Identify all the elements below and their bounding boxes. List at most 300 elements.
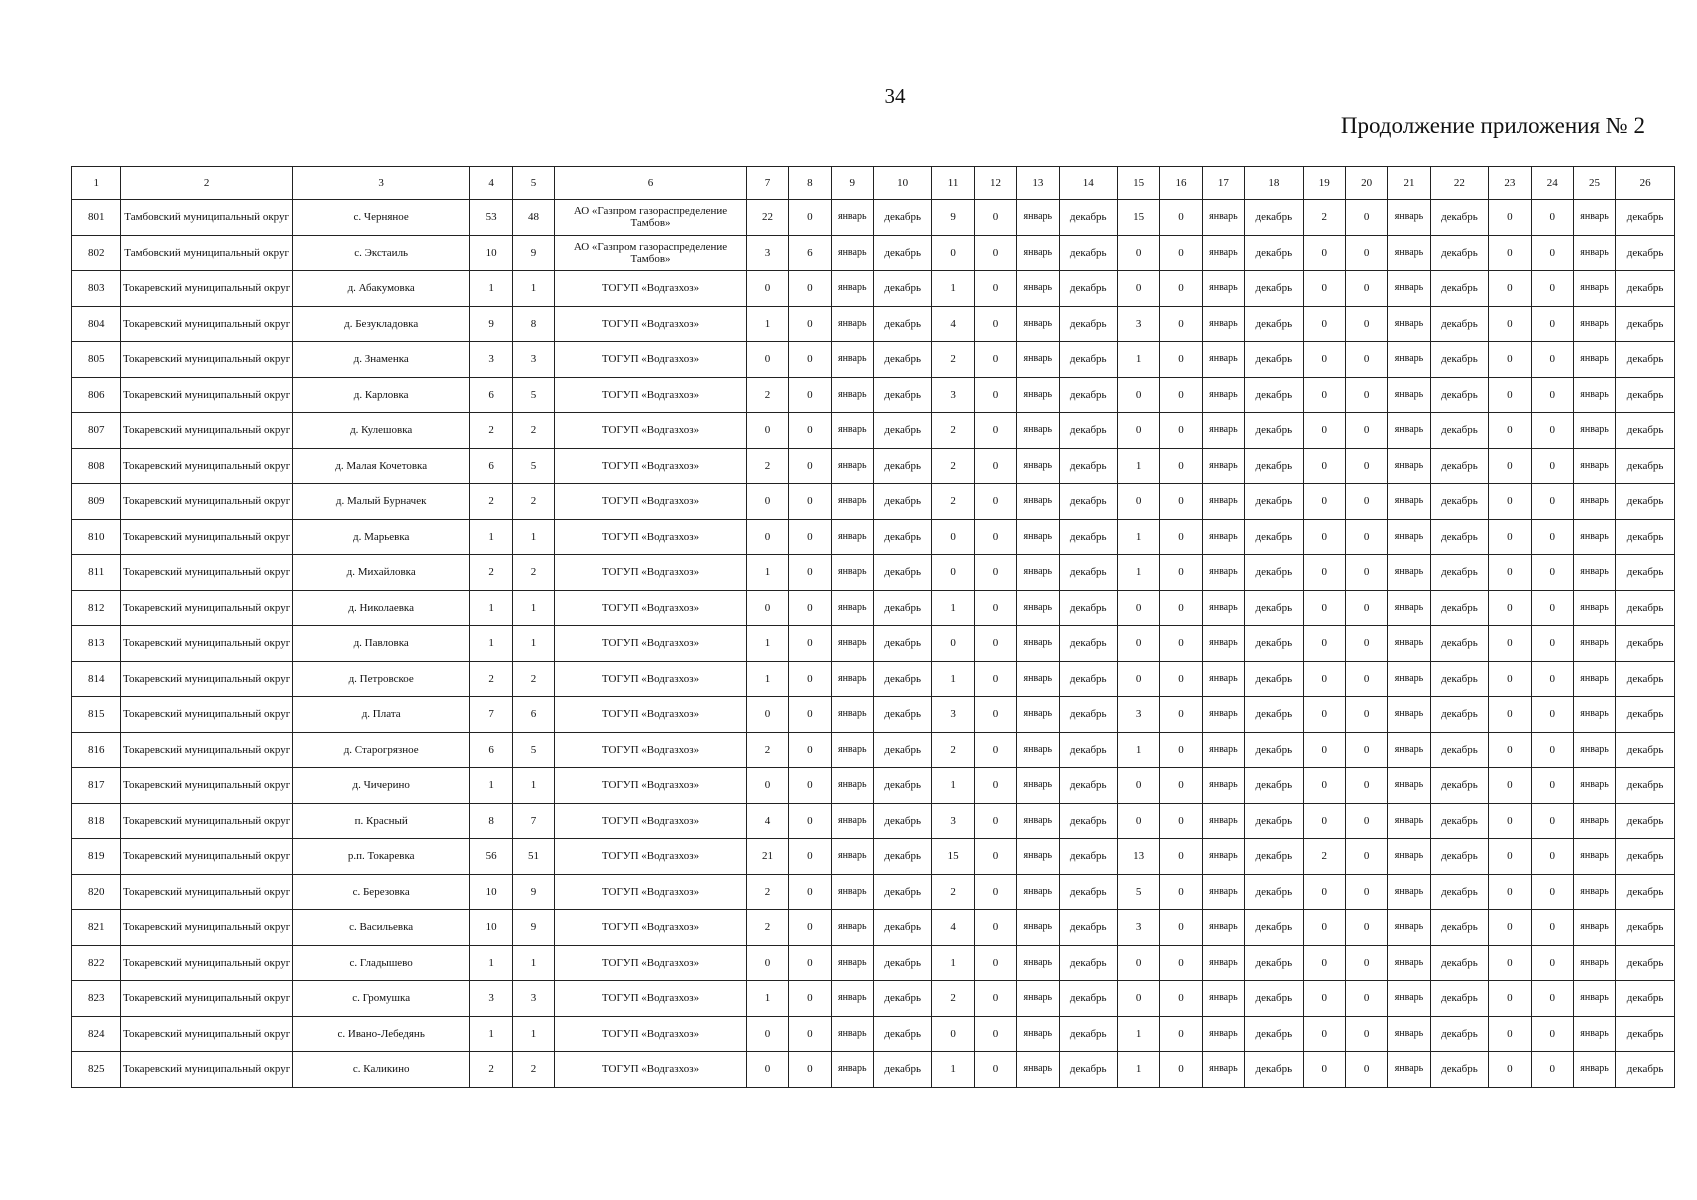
table-cell: 0: [1160, 1016, 1202, 1052]
table-cell: 9: [512, 910, 554, 946]
table-cell: 0: [1118, 981, 1160, 1017]
table-cell: декабрь: [1430, 519, 1489, 555]
table-cell: 0: [1118, 377, 1160, 413]
table-cell: 0: [1531, 768, 1573, 804]
table-cell: декабрь: [1059, 377, 1118, 413]
table-cell: декабрь: [873, 661, 932, 697]
table-cell: 0: [1531, 839, 1573, 875]
table-cell: декабрь: [873, 839, 932, 875]
table-row: [72, 200, 1675, 236]
table-cell: Токаревский муниципальный округ: [121, 981, 292, 1017]
table-cell: 9: [512, 874, 554, 910]
table-cell: п. Красный: [292, 803, 470, 839]
table-cell: 0: [746, 945, 788, 981]
table-cell: 0: [1303, 484, 1345, 520]
table-cell: январь: [1573, 945, 1615, 981]
table-cell: 1: [1118, 732, 1160, 768]
table-cell: 2: [746, 732, 788, 768]
table-cell: 2: [470, 661, 512, 697]
table-cell: ТОГУП «Водгазхоз»: [555, 413, 747, 449]
table-cell: 0: [1303, 626, 1345, 662]
table-cell: январь: [1202, 235, 1244, 271]
table-cell: 0: [1160, 590, 1202, 626]
table-cell: декабрь: [873, 306, 932, 342]
table-cell: январь: [1017, 874, 1059, 910]
table-cell: 3: [512, 981, 554, 1017]
table-cell: д. Плата: [292, 697, 470, 733]
table-cell: 0: [1489, 448, 1531, 484]
table-cell: Токаревский муниципальный округ: [121, 590, 292, 626]
table-cell: январь: [1202, 768, 1244, 804]
table-cell: 1: [1118, 1052, 1160, 1088]
table-cell: 0: [1118, 945, 1160, 981]
table-cell: январь: [1388, 342, 1430, 378]
table-row: [72, 306, 1675, 342]
table-cell: 9: [470, 306, 512, 342]
table-cell: январь: [1573, 306, 1615, 342]
table-cell: декабрь: [873, 200, 932, 236]
table-cell: декабрь: [1430, 768, 1489, 804]
table-cell: январь: [831, 590, 873, 626]
table-cell: 0: [1489, 1016, 1531, 1052]
table-cell: 819: [72, 839, 121, 875]
table-cell: декабрь: [1245, 981, 1304, 1017]
table-cell: 0: [1489, 910, 1531, 946]
table-cell: ТОГУП «Водгазхоз»: [555, 448, 747, 484]
table-cell: январь: [1388, 839, 1430, 875]
table-cell: Токаревский муниципальный округ: [121, 1016, 292, 1052]
table-cell: 0: [932, 1016, 974, 1052]
table-cell: ТОГУП «Водгазхоз»: [555, 519, 747, 555]
table-cell: д. Николаевка: [292, 590, 470, 626]
column-header: 6: [555, 167, 747, 200]
table-cell: 1: [746, 661, 788, 697]
table-cell: январь: [1573, 484, 1615, 520]
table-header-row: [72, 167, 1675, 200]
table-cell: 821: [72, 910, 121, 946]
table-cell: январь: [1017, 448, 1059, 484]
table-cell: ТОГУП «Водгазхоз»: [555, 555, 747, 591]
table-cell: 2: [512, 555, 554, 591]
table-cell: январь: [1573, 697, 1615, 733]
table-cell: 0: [789, 306, 831, 342]
table-cell: АО «Газпром газораспределение Тамбов»: [555, 235, 747, 271]
table-cell: 0: [1118, 590, 1160, 626]
table-cell: 0: [789, 484, 831, 520]
table-cell: январь: [1017, 839, 1059, 875]
table-cell: 0: [1118, 661, 1160, 697]
table-cell: январь: [831, 981, 873, 1017]
table-cell: декабрь: [1059, 981, 1118, 1017]
table-cell: 0: [1489, 1052, 1531, 1088]
table-cell: Токаревский муниципальный округ: [121, 945, 292, 981]
table-cell: 0: [974, 697, 1016, 733]
table-cell: декабрь: [1616, 413, 1675, 449]
table-cell: 53: [470, 200, 512, 236]
table-cell: декабрь: [1430, 1016, 1489, 1052]
table-cell: ТОГУП «Водгазхоз»: [555, 839, 747, 875]
table-cell: 0: [1531, 1016, 1573, 1052]
table-cell: 7: [470, 697, 512, 733]
table-cell: 2: [512, 661, 554, 697]
table-cell: январь: [1573, 200, 1615, 236]
table-cell: январь: [1573, 768, 1615, 804]
table-cell: д. Марьевка: [292, 519, 470, 555]
table-cell: январь: [831, 732, 873, 768]
table-row: [72, 732, 1675, 768]
table-cell: ТОГУП «Водгазхоз»: [555, 803, 747, 839]
table-cell: д. Павловка: [292, 626, 470, 662]
table-cell: декабрь: [873, 377, 932, 413]
table-cell: декабрь: [873, 697, 932, 733]
table-cell: 0: [974, 590, 1016, 626]
table-cell: декабрь: [1616, 768, 1675, 804]
table-cell: 2: [932, 981, 974, 1017]
table-row: [72, 661, 1675, 697]
table-cell: январь: [1388, 874, 1430, 910]
table-row: [72, 981, 1675, 1017]
table-cell: 2: [932, 874, 974, 910]
table-cell: 801: [72, 200, 121, 236]
table-cell: 0: [1489, 945, 1531, 981]
table-cell: 805: [72, 342, 121, 378]
table-row: [72, 1052, 1675, 1088]
table-cell: 5: [1118, 874, 1160, 910]
table-cell: 0: [1303, 519, 1345, 555]
table-cell: 0: [974, 519, 1016, 555]
table-cell: декабрь: [1616, 839, 1675, 875]
table-cell: 3: [470, 342, 512, 378]
table-cell: ТОГУП «Водгазхоз»: [555, 590, 747, 626]
table-cell: 1: [932, 945, 974, 981]
table-cell: 0: [1160, 697, 1202, 733]
table-cell: 0: [1345, 271, 1387, 307]
table-cell: Тамбовский муниципальный округ: [121, 200, 292, 236]
table-row: [72, 803, 1675, 839]
table-cell: январь: [1573, 555, 1615, 591]
table-cell: 2: [932, 413, 974, 449]
table-cell: январь: [1573, 661, 1615, 697]
table-cell: 0: [1303, 981, 1345, 1017]
table-cell: 0: [1489, 555, 1531, 591]
table-cell: 1: [512, 1016, 554, 1052]
table-cell: Токаревский муниципальный округ: [121, 342, 292, 378]
table-cell: январь: [1017, 200, 1059, 236]
table-cell: декабрь: [873, 945, 932, 981]
table-cell: д. Малая Кочетовка: [292, 448, 470, 484]
table-cell: 811: [72, 555, 121, 591]
table-cell: январь: [831, 697, 873, 733]
table-cell: 0: [1303, 1016, 1345, 1052]
table-cell: 0: [1345, 732, 1387, 768]
table-cell: 806: [72, 377, 121, 413]
table-cell: Токаревский муниципальный округ: [121, 768, 292, 804]
table-cell: 0: [974, 768, 1016, 804]
table-cell: ТОГУП «Водгазхоз»: [555, 910, 747, 946]
table-cell: декабрь: [1616, 697, 1675, 733]
table-cell: 0: [1303, 590, 1345, 626]
table-row: [72, 768, 1675, 804]
table-cell: декабрь: [1616, 981, 1675, 1017]
table-cell: Токаревский муниципальный округ: [121, 874, 292, 910]
table-cell: 10: [470, 910, 512, 946]
table-cell: 0: [974, 342, 1016, 378]
table-cell: 3: [470, 981, 512, 1017]
table-cell: 1: [470, 768, 512, 804]
table-cell: 0: [1345, 910, 1387, 946]
table-cell: январь: [1573, 377, 1615, 413]
table-cell: 1: [512, 519, 554, 555]
table-cell: январь: [831, 519, 873, 555]
table-cell: ТОГУП «Водгазхоз»: [555, 484, 747, 520]
table-cell: декабрь: [1616, 1052, 1675, 1088]
table-cell: декабрь: [1245, 1016, 1304, 1052]
table-row: [72, 413, 1675, 449]
table-cell: 0: [1489, 697, 1531, 733]
table-cell: 0: [1531, 484, 1573, 520]
table-cell: декабрь: [873, 768, 932, 804]
table-cell: 2: [932, 732, 974, 768]
table-cell: январь: [1388, 590, 1430, 626]
table-cell: 0: [1160, 768, 1202, 804]
table-cell: 0: [1489, 981, 1531, 1017]
table-cell: 9: [512, 235, 554, 271]
table-cell: декабрь: [1430, 590, 1489, 626]
table-cell: декабрь: [1059, 910, 1118, 946]
column-header: 17: [1202, 167, 1244, 200]
table-cell: 0: [789, 519, 831, 555]
table-cell: д. Кулешовка: [292, 413, 470, 449]
table-cell: январь: [1017, 377, 1059, 413]
table-cell: д. Безукладовка: [292, 306, 470, 342]
table-cell: д. Чичерино: [292, 768, 470, 804]
table-cell: 0: [1489, 661, 1531, 697]
table-cell: январь: [1388, 519, 1430, 555]
table-cell: 807: [72, 413, 121, 449]
table-cell: 0: [1531, 803, 1573, 839]
table-cell: январь: [1202, 803, 1244, 839]
table-cell: 1: [932, 768, 974, 804]
table-cell: 2: [470, 555, 512, 591]
table-cell: январь: [831, 271, 873, 307]
table-cell: д. Знаменка: [292, 342, 470, 378]
table-cell: 0: [1531, 235, 1573, 271]
table-row: [72, 271, 1675, 307]
table-cell: 0: [932, 519, 974, 555]
table-cell: январь: [1388, 1052, 1430, 1088]
table-cell: декабрь: [873, 590, 932, 626]
table-cell: декабрь: [1430, 803, 1489, 839]
table-cell: январь: [1017, 661, 1059, 697]
table-cell: ТОГУП «Водгазхоз»: [555, 697, 747, 733]
table-cell: январь: [1388, 271, 1430, 307]
table-cell: 813: [72, 626, 121, 662]
column-header: 12: [974, 167, 1016, 200]
table-cell: 15: [1118, 200, 1160, 236]
table-cell: 15: [932, 839, 974, 875]
table-cell: 0: [1160, 555, 1202, 591]
table-cell: 0: [1345, 661, 1387, 697]
table-cell: 1: [512, 768, 554, 804]
table-cell: д. Старогрязное: [292, 732, 470, 768]
table-cell: январь: [1017, 235, 1059, 271]
table-cell: январь: [831, 235, 873, 271]
table-cell: декабрь: [873, 271, 932, 307]
table-cell: 0: [974, 448, 1016, 484]
table-cell: 0: [1303, 306, 1345, 342]
table-cell: 0: [1531, 626, 1573, 662]
table-cell: декабрь: [1430, 661, 1489, 697]
table-cell: д. Михайловка: [292, 555, 470, 591]
table-cell: январь: [1388, 732, 1430, 768]
table-cell: 820: [72, 874, 121, 910]
table-cell: декабрь: [1616, 448, 1675, 484]
table-cell: 1: [746, 626, 788, 662]
table-cell: декабрь: [873, 981, 932, 1017]
data-table: [71, 166, 1675, 1088]
table-row: [72, 1016, 1675, 1052]
table-cell: январь: [1388, 626, 1430, 662]
table-cell: 2: [470, 413, 512, 449]
table-cell: январь: [1017, 697, 1059, 733]
table-cell: январь: [831, 448, 873, 484]
table-cell: 0: [974, 626, 1016, 662]
table-cell: 0: [1489, 484, 1531, 520]
table-cell: 0: [1345, 839, 1387, 875]
table-cell: 0: [1345, 200, 1387, 236]
table-cell: январь: [1573, 235, 1615, 271]
table-cell: 0: [746, 1016, 788, 1052]
table-cell: январь: [1202, 377, 1244, 413]
column-header: 21: [1388, 167, 1430, 200]
table-cell: январь: [1202, 590, 1244, 626]
table-cell: 0: [1160, 484, 1202, 520]
column-header: 26: [1616, 167, 1675, 200]
column-header: 2: [121, 167, 292, 200]
table-cell: декабрь: [1059, 1016, 1118, 1052]
table-cell: 1: [512, 626, 554, 662]
table-cell: декабрь: [1059, 697, 1118, 733]
table-cell: декабрь: [1430, 697, 1489, 733]
table-cell: 0: [1303, 874, 1345, 910]
table-cell: декабрь: [1059, 590, 1118, 626]
table-cell: 1: [1118, 519, 1160, 555]
table-cell: декабрь: [1245, 1052, 1304, 1088]
table-row: [72, 839, 1675, 875]
table-cell: 0: [1303, 448, 1345, 484]
table-cell: 0: [746, 484, 788, 520]
table-cell: январь: [831, 306, 873, 342]
table-cell: 0: [1118, 484, 1160, 520]
table-cell: 0: [746, 519, 788, 555]
table-cell: 51: [512, 839, 554, 875]
table-cell: январь: [1017, 626, 1059, 662]
table-cell: январь: [1573, 413, 1615, 449]
table-cell: 0: [746, 768, 788, 804]
table-cell: 1: [932, 1052, 974, 1088]
table-cell: Токаревский муниципальный округ: [121, 697, 292, 733]
table-cell: январь: [1202, 342, 1244, 378]
table-cell: ТОГУП «Водгазхоз»: [555, 1016, 747, 1052]
table-cell: 0: [1531, 697, 1573, 733]
table-cell: 0: [746, 1052, 788, 1088]
table-cell: январь: [831, 768, 873, 804]
table-cell: 0: [1531, 448, 1573, 484]
table-cell: Тамбовский муниципальный округ: [121, 235, 292, 271]
table-cell: 0: [1303, 271, 1345, 307]
table-cell: Токаревский муниципальный округ: [121, 910, 292, 946]
table-cell: 2: [746, 377, 788, 413]
table-cell: 0: [1489, 626, 1531, 662]
table-cell: Токаревский муниципальный округ: [121, 271, 292, 307]
table-cell: 0: [1345, 981, 1387, 1017]
table-cell: 0: [1531, 1052, 1573, 1088]
table-cell: январь: [1202, 910, 1244, 946]
table-cell: 3: [1118, 910, 1160, 946]
table-cell: 6: [789, 235, 831, 271]
table-cell: декабрь: [1616, 306, 1675, 342]
table-cell: декабрь: [1616, 945, 1675, 981]
table-cell: 0: [1531, 413, 1573, 449]
table-cell: 0: [1160, 626, 1202, 662]
table-cell: январь: [831, 945, 873, 981]
table-cell: 2: [470, 484, 512, 520]
table-cell: 0: [1489, 874, 1531, 910]
table-cell: 0: [789, 590, 831, 626]
table-cell: 0: [746, 271, 788, 307]
table-cell: декабрь: [1616, 235, 1675, 271]
table-cell: 0: [789, 377, 831, 413]
table-cell: январь: [1573, 626, 1615, 662]
table-cell: январь: [1202, 1016, 1244, 1052]
table-cell: 0: [1160, 910, 1202, 946]
table-cell: 0: [1118, 235, 1160, 271]
table-cell: декабрь: [1059, 519, 1118, 555]
table-cell: 818: [72, 803, 121, 839]
table-cell: декабрь: [1616, 874, 1675, 910]
table-cell: декабрь: [1616, 555, 1675, 591]
table-cell: 804: [72, 306, 121, 342]
table-cell: 0: [1160, 803, 1202, 839]
table-cell: январь: [1017, 768, 1059, 804]
table-cell: 0: [789, 1052, 831, 1088]
table-cell: д. Абакумовка: [292, 271, 470, 307]
table-cell: декабрь: [1059, 732, 1118, 768]
column-header: 22: [1430, 167, 1489, 200]
table-cell: 0: [974, 1016, 1016, 1052]
table-cell: декабрь: [1059, 235, 1118, 271]
table-cell: декабрь: [1245, 413, 1304, 449]
table-cell: 3: [932, 377, 974, 413]
table-cell: 0: [974, 945, 1016, 981]
table-cell: декабрь: [1245, 768, 1304, 804]
table-cell: 0: [1531, 874, 1573, 910]
table-cell: 0: [1303, 732, 1345, 768]
table-row: [72, 484, 1675, 520]
table-cell: декабрь: [1059, 342, 1118, 378]
table-cell: 0: [746, 342, 788, 378]
table-cell: 803: [72, 271, 121, 307]
table-cell: 0: [789, 803, 831, 839]
table-cell: декабрь: [1430, 555, 1489, 591]
table-cell: декабрь: [873, 626, 932, 662]
table-cell: 1: [1118, 342, 1160, 378]
table-cell: 0: [1489, 413, 1531, 449]
table-cell: декабрь: [873, 448, 932, 484]
table-cell: 0: [746, 590, 788, 626]
table-cell: 0: [1489, 519, 1531, 555]
table-cell: 0: [1531, 377, 1573, 413]
